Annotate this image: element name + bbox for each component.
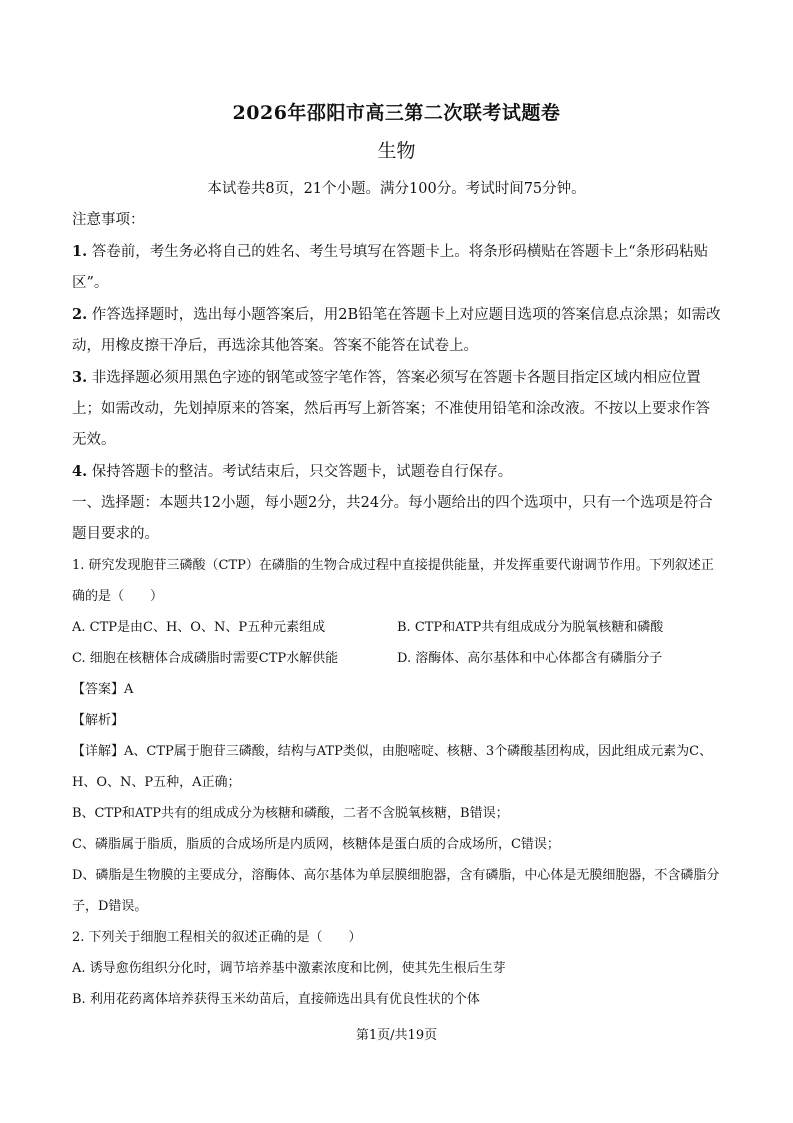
analysis-heading: 【解析】 (72, 713, 125, 728)
notice-number: 2. (72, 306, 88, 323)
exam-title: 2026年邵阳市高三第二次联考试题卷 (232, 102, 561, 124)
notice-number: 3. (72, 369, 88, 386)
question-2-stem: 2. 下列关于细胞工程相关的叙述正确的是（ ） (72, 930, 362, 945)
notice-item-4 (72, 456, 724, 488)
exam-info: 本试卷共8页，21个小题。满分100分。考试时间75分钟。 (207, 181, 586, 197)
question-1-options-row-1 (72, 612, 724, 643)
notice-text: 作答选择题时，选出每小题答案后，用2B铅笔在答题卡上对应题目选项的答案信息点涂黑；如需改动，用橡皮擦干净后，再选涂其他答案。答案不能答在试卷上。 (72, 307, 721, 354)
notice-number: 1. (72, 243, 88, 260)
detail-a: 【详解】A、CTP属于胞苷三磷酸，结构与ATP类似，由胞嘧啶、核糖、3个磷酸基团构成，因此组成元素为C、H、O、N、P五种，A正确； (72, 744, 713, 790)
section-heading: 一、选择题：本题共12小题，每小题2分，共24分。每小题给出的四个选项中，只有一个选项是符合题目要求的。 (72, 495, 713, 542)
option-d: D. 溶酶体、高尔基体和中心体都含有磷脂分子 (397, 651, 663, 666)
notice-text: 保持答题卡的整洁。考试结束后，只交答题卡，试题卷自行保存。 (91, 464, 513, 480)
subject-title: 生物 (377, 140, 416, 162)
option-c: C. 细胞在核糖体合成磷脂时需要CTP水解供能 (72, 651, 339, 666)
option-a: A. CTP是由C、H、O、N、P五种元素组成 (72, 620, 326, 635)
notice-text: 非选择题必须用黑色字迹的钢笔或签字笔作答，答案必须写在答题卡各题目指定区域内相应位置上；如需改动，先划掉原来的答案，然后再写上新答案；不准使用铅笔和涂改液。不按以上要求作答无效。 (72, 370, 710, 448)
notice-item-1 (72, 236, 724, 299)
notice-item-2 (72, 299, 724, 362)
notice-item-3 (72, 362, 724, 456)
option-b: B. 利用花药离体培养获得玉米幼苗后，直接筛选出具有优良性状的个体 (72, 992, 480, 1007)
notices-section (72, 205, 724, 1015)
page-footer: 第1页/共19页 (355, 1028, 438, 1043)
answer: 【答案】A (72, 682, 134, 697)
notice-heading: 注意事项： (72, 212, 145, 228)
detail-c: C、磷脂属于脂质，脂质的合成场所是内质网，核糖体是蛋白质的合成场所，C错误； (72, 837, 560, 852)
option-a: A. 诱导愈伤组织分化时，调节培养基中激素浓度和比例，使其先生根后生芽 (72, 961, 506, 976)
notice-number: 4. (72, 463, 88, 480)
notice-text: 答卷前，考生务必将自己的姓名、考生号填写在答题卡上。将条形码横贴在答题卡上“条形码粘贴区”。 (72, 244, 709, 291)
question-1-stem: 1. 研究发现胞苷三磷酸（CTP）在磷脂的生物合成过程中直接提供能量，并发挥重要代谢调节作用。下列叙述正确的是（ ） (72, 558, 714, 604)
detail-b: B、CTP和ATP共有的组成成分为核糖和磷酸，二者不含脱氧核糖，B错误； (72, 806, 509, 821)
question-1-options-row-2 (72, 643, 724, 674)
option-b: B. CTP和ATP共有组成成分为脱氧核糖和磷酸 (397, 620, 664, 635)
detail-d: D、磷脂是生物膜的主要成分，溶酶体、高尔基体为单层膜细胞器，含有磷脂，中心体是无膜细胞器，不含磷脂分子，D错误。 (72, 868, 720, 914)
